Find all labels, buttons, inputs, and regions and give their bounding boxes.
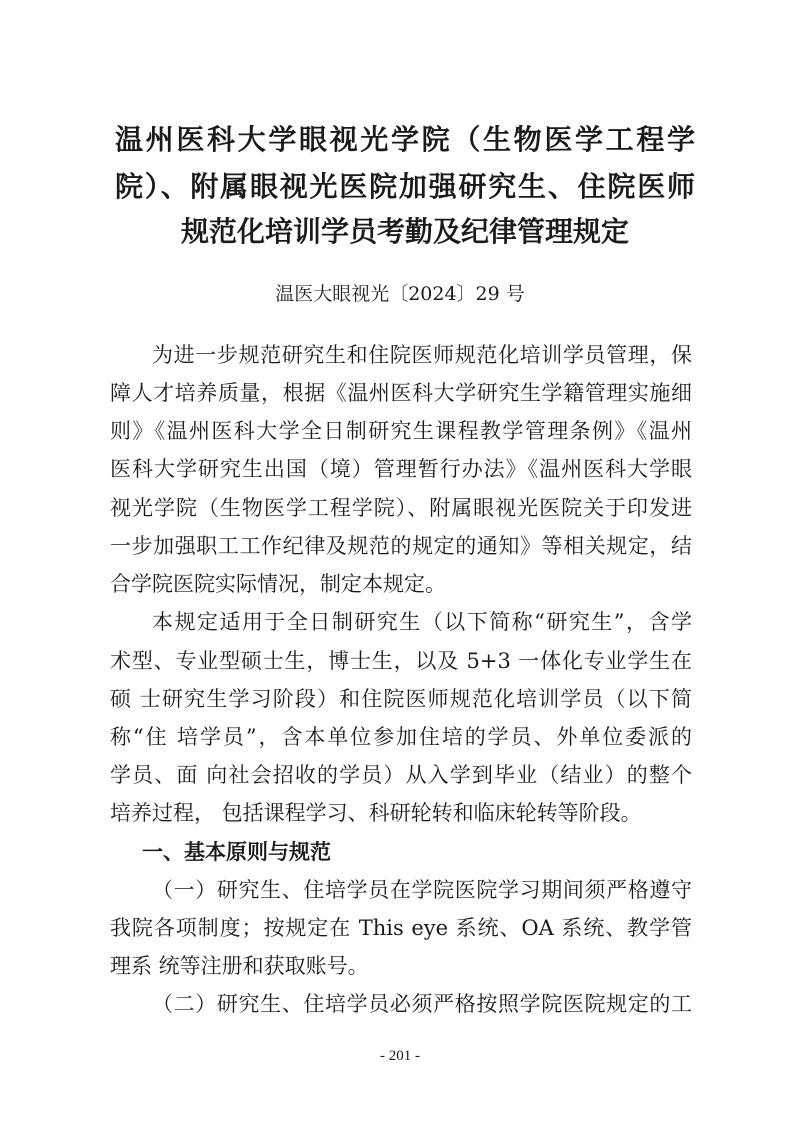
body-line: 则》《温州医科大学全日制研究生课程教学管理条例》《温州 — [110, 419, 692, 443]
body-line: 医科大学研究生出国（境）管理暂行办法》《温州医科大学眼 — [110, 457, 692, 481]
document-title-line-1: 温州医科大学眼视光学院（生物医学工程学 — [115, 123, 695, 156]
section-heading: 一、基本原则与规范 — [142, 839, 331, 864]
body-line: 本规定适用于全日制研究生（以下简称“研究生”，含学 — [152, 610, 692, 634]
body-line: （二）研究生、住培学员必须严格按照学院医院规定的工 — [152, 992, 692, 1016]
body-line: 硕 士研究生学习阶段）和住院医师规范化培训学员（以下简 — [110, 687, 692, 711]
body-line: 我院各项制度；按规定在 This eye 系统、OA 系统、教学管 — [110, 916, 692, 940]
body-line: 障人才培养质量，根据《温州医科大学研究生学籍管理实施细 — [110, 381, 692, 405]
body-line: 学员、面 向社会招收的学员）从入学到毕业（结业）的整个 — [110, 763, 692, 787]
page-number: - 201 - — [380, 1048, 420, 1064]
body-line: （一）研究生、住培学员在学院医院学习期间须严格遵守 — [152, 878, 692, 902]
body-line: 理系 统等注册和获取账号。 — [110, 954, 369, 978]
document-title-line-2: 院）、附属眼视光医院加强研究生、住院医师 — [115, 170, 695, 203]
document-title-line-3: 规范化培训学员考勤及纪律管理规定 — [180, 215, 629, 248]
body-line: 视光学院（生物医学工程学院）、附属眼视光医院关于印发进 — [110, 496, 692, 520]
body-line: 培养过程， 包括课程学习、科研轮转和临床轮转等阶段。 — [110, 801, 642, 825]
body-line: 称“住 培学员”，含本单位参加住培的学员、外单位委派的 — [110, 725, 692, 749]
document-number: 温医大眼视光〔2024〕29 号 — [275, 283, 525, 305]
body-line: 一步加强职工工作纪律及规范的规定的通知》等相关规定，结 — [110, 534, 692, 558]
body-line: 术型、专业型硕士生，博士生，以及 5+3 一体化专业学生在 — [110, 649, 692, 673]
body-line: 合学院医院实际情况，制定本规定。 — [110, 572, 446, 596]
body-line: 为进一步规范研究生和住院医师规范化培训学员管理，保 — [152, 343, 692, 367]
